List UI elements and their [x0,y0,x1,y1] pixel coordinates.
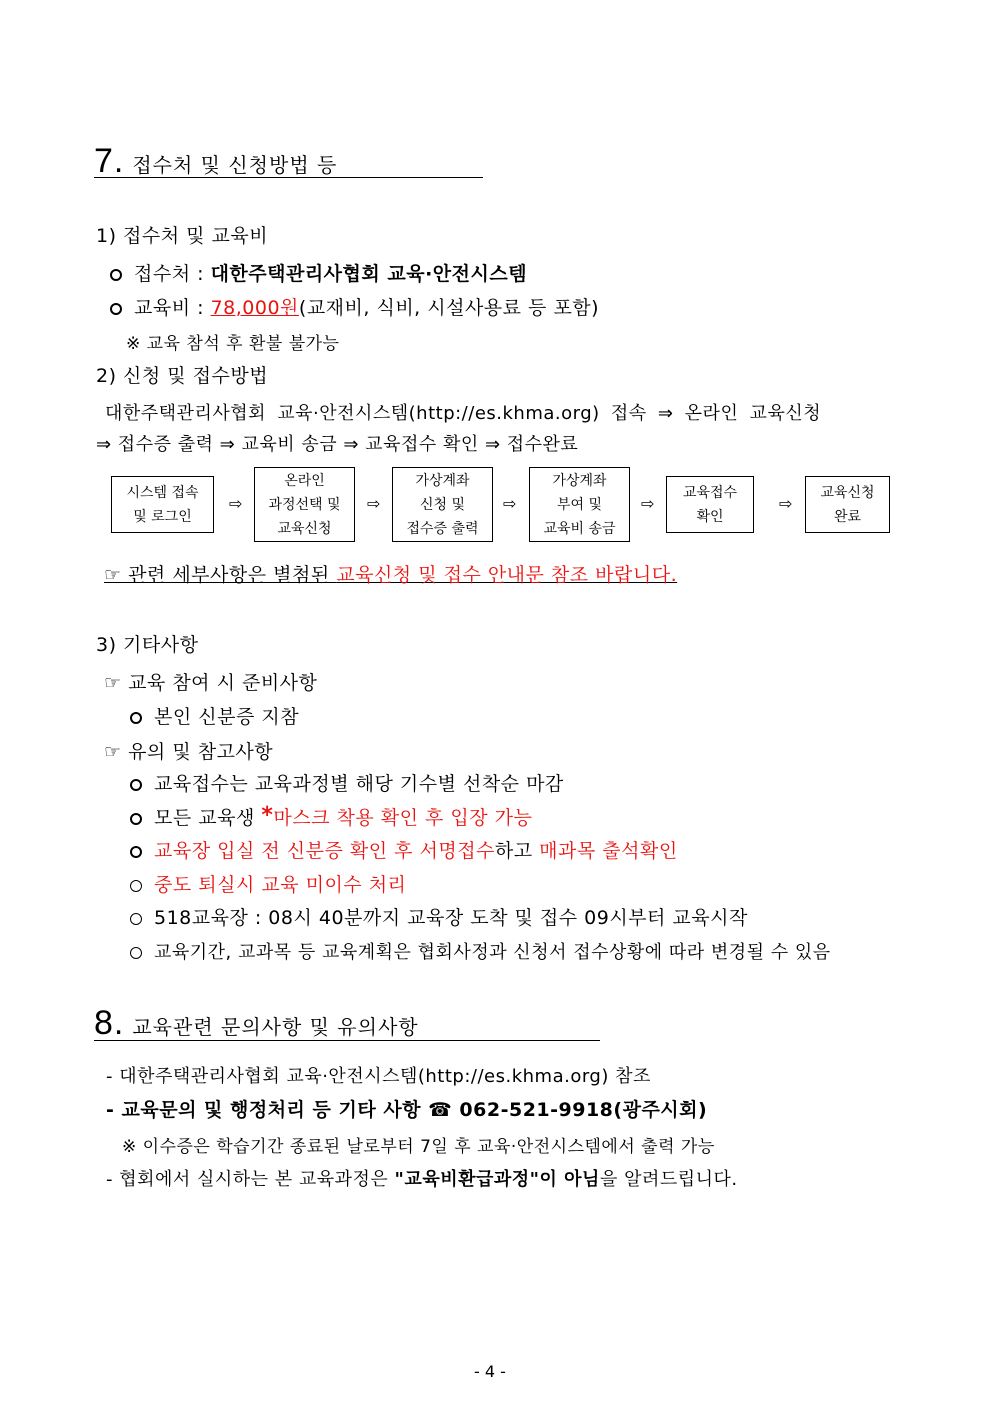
sub3-heading: 3) 기타사항 [96,634,199,656]
flow-step-text: 확인 [696,508,724,525]
note-5 [130,903,748,930]
right-arrow-icon: ⇨ [367,494,381,513]
prep-heading: ☞ 교육 참여 시 준비사항 [104,672,318,694]
note-2 [130,803,532,830]
note-1 [130,769,564,796]
inquiry-item-3-prefix: - 협회에서 실시하는 본 교육과정은 [106,1169,395,1190]
circle-bullet-icon [130,813,142,825]
circle-bullet-icon [130,880,142,892]
circle-bullet-icon [130,913,142,925]
section-7-underline [94,177,483,178]
section-8-title: 교육관련 문의사항 및 유의사항 [132,1015,419,1039]
note-1-text: 교육접수는 교육과정별 해당 기수별 선착순 마감 [154,773,564,795]
flow-step-text: 부여 및 [556,496,602,513]
section-7-number: 7. [94,142,125,180]
note-6-text: 교육기간, 교과목 등 교육계획은 협회사정과 신청서 접수상황에 따라 변경될 수 있음 [154,942,831,963]
section-7-title: 접수처 및 신청방법 등 [132,153,338,177]
flow-step-text: 교육신청 [277,520,332,537]
flow-step-text: 신청 및 [419,496,465,513]
circle-bullet-icon [130,712,142,724]
fee-line [110,293,599,320]
inquiry-item-3-suffix: 을 알려드립니다. [599,1169,738,1190]
flow-step-text: 접수증 출력 [406,520,479,537]
flow-step-virtual-account [392,467,493,542]
flow-step-text: 과정선택 및 [268,496,341,513]
flow-step-login [111,476,214,533]
flow-step-text: 온라인 [284,472,325,489]
note-4-text: 중도 퇴실시 교육 미이수 처리 [154,874,407,896]
right-arrow-icon: ⇨ [503,494,517,513]
method-line-1: 대한주택관리사협회 교육·안전시스템(http://es.khma.org) 접속 ⇒ 온라인 교육신청 [105,403,822,424]
flow-step-text: 교육비 송금 [543,520,616,537]
inquiry-item-1: - 대한주택관리사협회 교육·안전시스템(http://es.khma.org) 참조 [106,1066,651,1087]
prep-item-text: 본인 신분증 지참 [154,706,300,728]
fee-label: 교육비 : [134,297,205,319]
inquiry-item-2: - 교육문의 및 행정처리 등 기타 사항 ☎ 062-521-9918(광주시회) [106,1099,708,1121]
section-8-heading [94,1004,419,1043]
notes-heading: ☞ 유의 및 참고사항 [104,741,274,763]
reference-note [104,560,677,587]
circle-bullet-icon [110,269,122,281]
certificate-note: ※ 이수증은 학습기간 종료된 날로부터 7일 후 교육·안전시스템에서 출력 가능 [122,1137,715,1157]
reference-link: 교육신청 및 접수 안내문 참조 바랍니다. [336,564,678,586]
flow-step-confirm [666,476,754,533]
flow-step-text: 교육접수 [682,484,738,501]
flow-step-text: 및 로그인 [133,508,192,525]
inquiry-item-3 [106,1165,738,1191]
note-3-red-2: 매과목 출석확인 [539,840,678,862]
note-5-text: 518교육장 : 08시 40분까지 교육장 도착 및 접수 09시부터 교육시작 [154,907,748,929]
circle-bullet-icon [130,947,142,959]
sub1-heading: 1) 접수처 및 교육비 [96,225,269,247]
flow-step-text: 완료 [833,508,862,525]
flow-step-text: 교육신청 [820,484,875,501]
flow-step-text: 가상계좌 [552,472,607,489]
right-arrow-icon: ⇨ [229,494,243,513]
place-value: 대한주택관리사협회 교육·안전시스템 [210,263,528,285]
fee-note: (교재비, 식비, 시설사용료 등 포함) [298,297,600,319]
fee-amount: 78,000원 [210,297,299,319]
flow-step-course-select [254,467,355,542]
section-8-number: 8. [94,1004,125,1042]
note-2-prefix: 모든 교육생 [154,807,262,829]
note-2-red: 마스크 착용 확인 후 입장 가능 [273,807,533,829]
section-8-underline [94,1040,600,1041]
flow-step-text: 가상계좌 [415,472,470,489]
star-icon: * [261,803,274,828]
method-line-2: ⇒ 접수증 출력 ⇒ 교육비 송금 ⇒ 교육접수 확인 ⇒ 접수완료 [96,434,579,455]
note-4 [130,870,406,897]
flow-step-complete [805,476,890,533]
section-7-heading [94,142,337,181]
flow-step-text: 시스템 접속 [126,484,199,501]
place-label: 접수처 : [134,263,205,285]
sub2-heading: 2) 신청 및 접수방법 [96,365,269,387]
note-3 [130,836,678,863]
note-3-mid: 하고 [494,840,540,862]
note-3-red-1: 교육장 입실 전 신분증 확인 후 서명접수 [154,840,495,862]
flow-step-payment [529,467,630,542]
reference-prefix: ☞ 관련 세부사항은 별첨된 [104,564,337,586]
prep-item [130,702,299,729]
refund-note: ※ 교육 참석 후 환불 불가능 [126,334,340,354]
circle-bullet-icon [110,303,122,315]
right-arrow-icon: ⇨ [779,494,793,513]
circle-bullet-icon [130,779,142,791]
inquiry-item-3-bold: "교육비환급과정"이 아님 [394,1169,600,1190]
place-line [110,259,527,286]
circle-bullet-icon [130,846,142,858]
page-number: - 4 - [474,1362,506,1381]
note-6 [130,938,831,964]
right-arrow-icon: ⇨ [641,494,655,513]
